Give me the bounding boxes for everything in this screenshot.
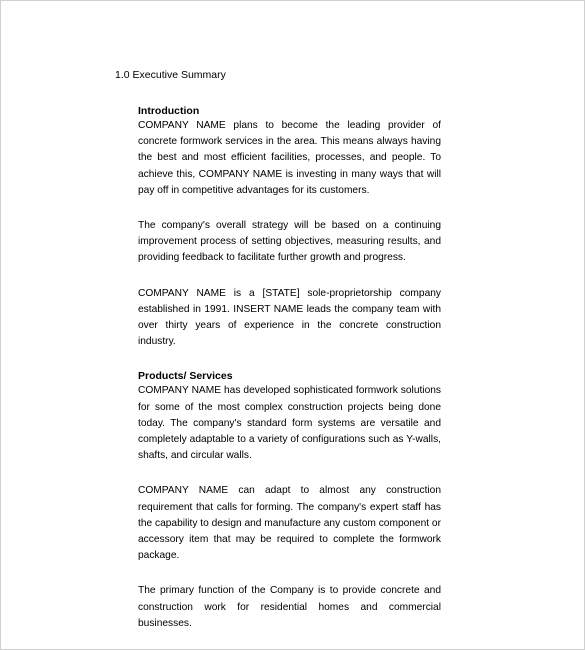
paragraph-spacer: [138, 464, 441, 483]
paragraph-spacer: [138, 564, 441, 583]
products-services-paragraph: The primary function of the Company is to provide concrete and construction work for residential homes and commercial businesses.: [138, 585, 441, 629]
introduction-paragraph: The company's overall strategy will be based on a continuing improvement process of setting objectives, measuring results, and providing feedback to facilitate further growth and progress.: [138, 220, 441, 264]
introduction-section: [138, 104, 441, 350]
document-body: [138, 104, 441, 632]
introduction-heading: Introduction: [138, 105, 200, 117]
section-title: 1.0 Executive Summary: [115, 69, 226, 81]
products-services-heading: Products/ Services: [138, 370, 233, 383]
products-services-paragraph: COMPANY NAME can adapt to almost any construction requirement that calls for forming. The company's expert staff has the capability to design and manufacture any custom component or accessory item that may be required to complete the formwork package.: [138, 485, 441, 562]
introduction-paragraph: COMPANY NAME is a [STATE] sole-proprietorship company established in 1991. INSERT NAME leads the company team with over thirty years of experience in the concrete construction industry.: [138, 287, 441, 348]
products-services-section: [138, 369, 441, 632]
products-services-paragraph: COMPANY NAME has developed sophisticated formwork solutions for some of the most complex construction projects being done today. The company's standard form systems are versatile and completely adaptable to a variety of configurations such as Y-walls, shafts, and circular walls.: [138, 385, 441, 462]
paragraph-spacer: [138, 267, 441, 286]
section-spacer: [138, 350, 441, 369]
paragraph-spacer: [138, 199, 441, 218]
introduction-paragraph: COMPANY NAME plans to become the leading provider of concrete formwork services in the area. This means always having the best and most efficient facilities, processes, and people. To achieve this, COMPANY NAME is investing in many ways that will pay off in competitive advantages for its customers.: [138, 120, 441, 196]
